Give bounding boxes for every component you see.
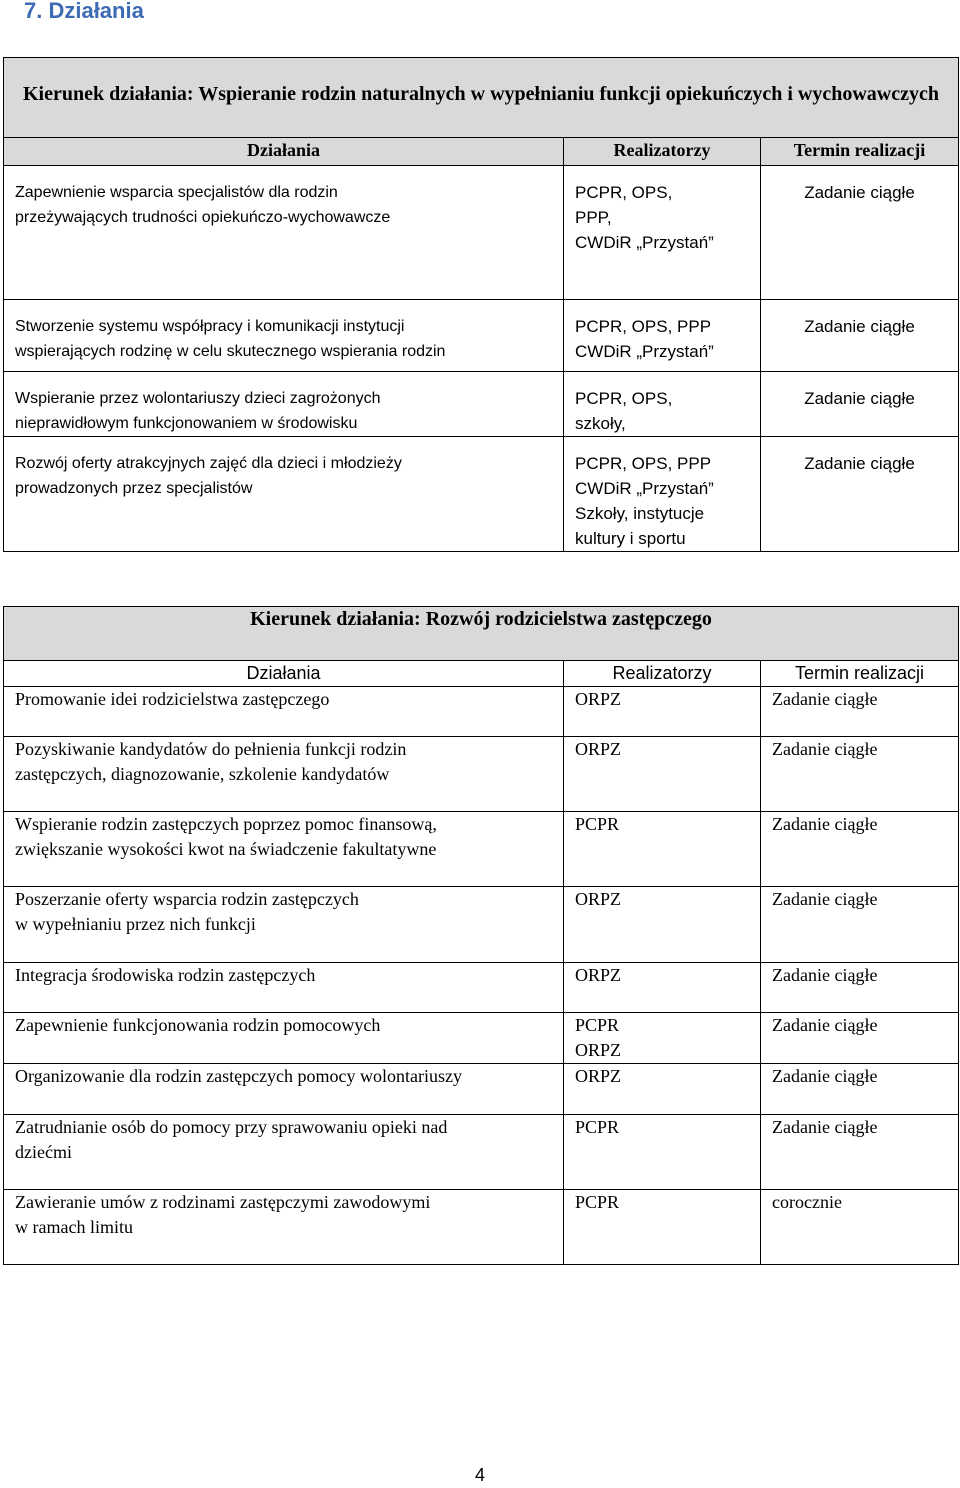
action-cell-line: Organizowanie dla rodzin zastępczych pomocy wolontariuszy <box>15 1066 463 1086</box>
action-cell <box>4 812 564 887</box>
executor-cell-line: PCPR <box>575 1192 620 1212</box>
table-row <box>4 812 959 887</box>
table-row <box>4 737 959 812</box>
table-row <box>4 1190 959 1265</box>
executor-cell <box>564 1064 761 1115</box>
executor-cell-line: CWDiR „Przystań” <box>575 479 714 498</box>
deadline-cell: Zadanie ciągłe <box>761 1064 959 1115</box>
deadline-cell: Zadanie ciągłe <box>761 1115 959 1190</box>
executor-cell-line: ORPZ <box>575 965 622 985</box>
action-cell <box>4 687 564 737</box>
action-cell-line: nieprawidłowym funkcjonowaniem w środowisku <box>15 415 358 432</box>
executor-cell <box>564 300 761 372</box>
action-cell <box>4 437 564 552</box>
deadline-cell: Zadanie ciągłe <box>761 887 959 963</box>
executor-cell <box>564 1115 761 1190</box>
executor-cell <box>564 887 761 963</box>
action-cell-line: prowadzonych przez specjalistów <box>15 480 253 497</box>
page-heading: 7. Działania <box>24 0 144 23</box>
deadline-cell: Zadanie ciągłe <box>761 437 959 552</box>
table-row <box>4 166 959 300</box>
action-cell <box>4 1115 564 1190</box>
action-cell-line: Poszerzanie oferty wsparcia rodzin zastępczych <box>15 889 359 909</box>
executor-cell-line: PCPR, OPS, <box>575 183 673 202</box>
executor-cell <box>564 166 761 300</box>
table-family-support <box>3 57 959 552</box>
executor-cell-line: kultury i sportu <box>575 529 686 548</box>
column-header-actions: Działania <box>4 138 564 166</box>
executor-cell <box>564 372 761 437</box>
action-cell <box>4 166 564 300</box>
column-header-executors: Realizatorzy <box>564 661 761 687</box>
action-cell-line: Stworzenie systemu współpracy i komunikacji instytucji <box>15 318 405 335</box>
action-cell <box>4 963 564 1013</box>
section-title: Kierunek działania: Wspieranie rodzin naturalnych w wypełnianiu funkcji opiekuńczych i wychowawczych <box>4 58 959 138</box>
action-cell-line: Integracja środowiska rodzin zastępczych <box>15 965 316 985</box>
table-row <box>4 372 959 437</box>
deadline-cell: Zadanie ciągłe <box>761 166 959 300</box>
table-row <box>4 887 959 963</box>
executor-cell-line: PCPR, OPS, PPP <box>575 454 712 473</box>
executor-cell-line: PPP, <box>575 208 612 227</box>
table-row <box>4 437 959 552</box>
action-cell <box>4 1190 564 1265</box>
column-header-executors: Realizatorzy <box>564 138 761 166</box>
action-cell-line: zwiększanie wysokości kwot na świadczenie fakultatywne <box>15 839 437 859</box>
executor-cell-line: PCPR <box>575 814 620 834</box>
table-row <box>4 963 959 1013</box>
executor-cell-line: Szkoły, instytucje <box>575 504 705 523</box>
column-header-actions: Działania <box>4 661 564 687</box>
executor-cell-line: ORPZ <box>575 739 622 759</box>
deadline-cell: Zadanie ciągłe <box>761 1013 959 1064</box>
executor-cell-line: ORPZ <box>575 1066 622 1086</box>
column-header-deadline: Termin realizacji <box>761 138 959 166</box>
action-cell-line: wspierających rodzinę w celu skutecznego wspierania rodzin <box>15 343 446 360</box>
executor-cell <box>564 737 761 812</box>
executor-cell <box>564 1013 761 1064</box>
action-cell <box>4 300 564 372</box>
deadline-cell: Zadanie ciągłe <box>761 963 959 1013</box>
table-row <box>4 1013 959 1064</box>
action-cell <box>4 372 564 437</box>
action-cell <box>4 1064 564 1115</box>
action-cell <box>4 1013 564 1064</box>
deadline-cell: corocznie <box>761 1190 959 1265</box>
executor-cell-line: PCPR <box>575 1117 620 1137</box>
executor-cell <box>564 687 761 737</box>
table-foster-care <box>3 606 959 1265</box>
action-cell-line: Pozyskiwanie kandydatów do pełnienia funkcji rodzin <box>15 739 407 759</box>
action-cell-line: Zawieranie umów z rodzinami zastępczymi zawodowymi <box>15 1192 431 1212</box>
action-cell-line: Rozwój oferty atrakcyjnych zajęć dla dzieci i młodzieży <box>15 455 402 472</box>
executor-cell-line: PCPR, OPS, <box>575 389 673 408</box>
executor-cell-line: CWDiR „Przystań” <box>575 233 714 252</box>
executor-cell <box>564 812 761 887</box>
action-cell-line: Promowanie idei rodzicielstwa zastępczego <box>15 689 330 709</box>
page-number: 4 <box>474 1465 485 1485</box>
table-row <box>4 300 959 372</box>
deadline-cell: Zadanie ciągłe <box>761 812 959 887</box>
executor-cell-line: ORPZ <box>575 889 622 909</box>
executor-cell-line: ORPZ <box>575 1040 622 1060</box>
action-cell <box>4 887 564 963</box>
deadline-cell: Zadanie ciągłe <box>761 687 959 737</box>
section-title: Kierunek działania: Rozwój rodzicielstwa zastępczego <box>4 607 959 661</box>
action-cell-line: przeżywających trudności opiekuńczo-wychowawcze <box>15 209 391 226</box>
table-row <box>4 1115 959 1190</box>
executor-cell-line: szkoły, <box>575 414 626 433</box>
action-cell-line: Zapewnienie funkcjonowania rodzin pomocowych <box>15 1015 381 1035</box>
action-cell-line: Zapewnienie wsparcia specjalistów dla rodzin <box>15 184 338 201</box>
action-cell-line: zastępczych, diagnozowanie, szkolenie kandydatów <box>15 764 390 784</box>
action-cell-line: dziećmi <box>15 1142 72 1162</box>
deadline-cell: Zadanie ciągłe <box>761 737 959 812</box>
executor-cell-line: PCPR <box>575 1015 620 1035</box>
table-row <box>4 687 959 737</box>
action-cell-line: Wspieranie przez wolontariuszy dzieci zagrożonych <box>15 390 381 407</box>
action-cell-line: w ramach limitu <box>15 1217 133 1237</box>
action-cell-line: Zatrudnianie osób do pomocy przy sprawowaniu opieki nad <box>15 1117 448 1137</box>
deadline-cell: Zadanie ciągłe <box>761 372 959 437</box>
executor-cell <box>564 963 761 1013</box>
action-cell-line: Wspieranie rodzin zastępczych poprzez pomoc finansową, <box>15 814 437 834</box>
executor-cell-line: ORPZ <box>575 689 622 709</box>
executor-cell <box>564 437 761 552</box>
executor-cell-line: PCPR, OPS, PPP <box>575 317 712 336</box>
action-cell <box>4 737 564 812</box>
executor-cell <box>564 1190 761 1265</box>
action-cell-line: w wypełnianiu przez nich funkcji <box>15 914 256 934</box>
table-row <box>4 1064 959 1115</box>
deadline-cell: Zadanie ciągłe <box>761 300 959 372</box>
column-header-deadline: Termin realizacji <box>761 661 959 687</box>
executor-cell-line: CWDiR „Przystań” <box>575 342 714 361</box>
